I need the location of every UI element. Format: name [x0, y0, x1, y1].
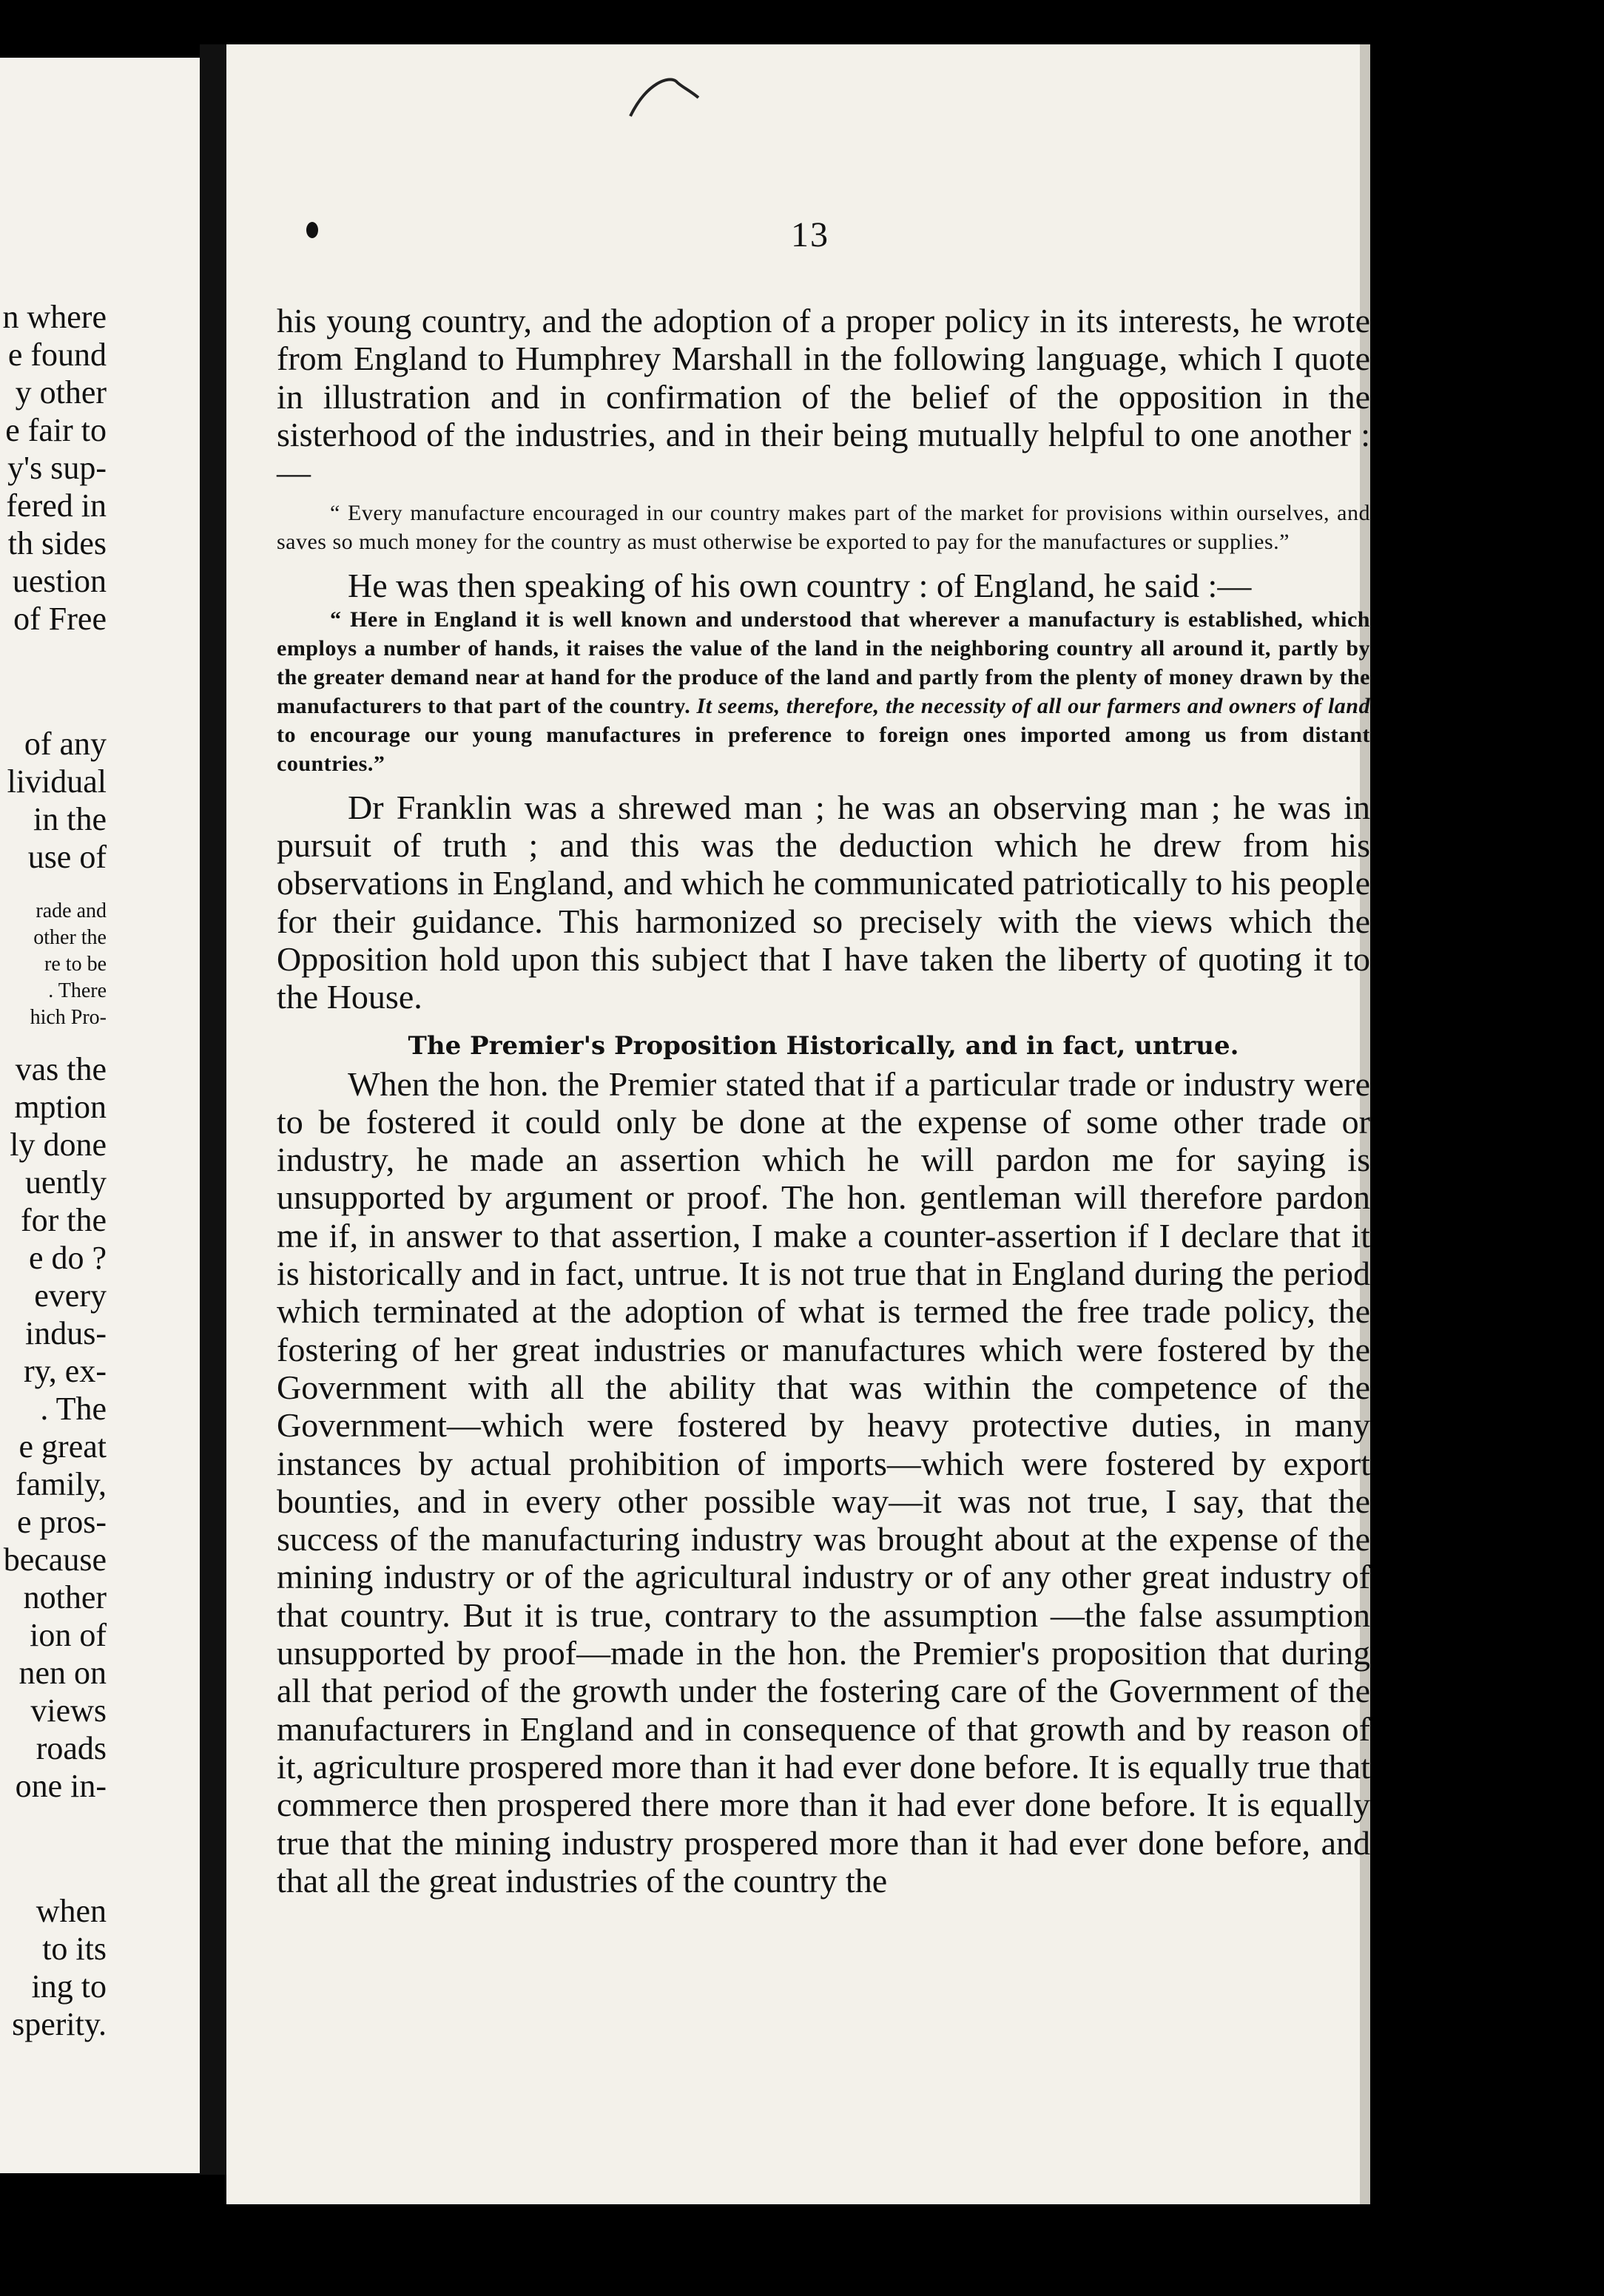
right-page — [226, 44, 1370, 2204]
left-page-line: e do ? — [28, 1240, 107, 1276]
left-page-line: nen on — [18, 1655, 107, 1691]
paragraph-4: When the hon. the Premier stated that if a particular trade or industry were to be fostered it could only be done at the expense of some other trade or industry, he made an assertion which he will pardon me for saying is unsupported by argument or proof. The hon. gentleman will therefore pardon me if, in answer to that assertion, I make a counter-assertion if I declare that it is historically and in fact, untrue. It is not true that in England during the period which terminated at the adoption of what is termed the free trade policy, the fostering of her great industries or manufactures which were fostered by the Government with all the ability that was within the competence of the Government—which were fostered by heavy protective duties, in many instances by actual prohibition of imports—which were fostered by export bounties, and in every other possible way—it was not true, I say, that the success of the manufacturing industry was brought about at the expense of the mining industry or of the agricultural industry or of any other great industry of that country. But it is true, contrary to the assumption —the false assumption unsupported by proof—made in the hon. the Premier's proposition that during all that period of the growth under the fostering care of the Government of the manufacturers in England and in consequence of that growth and by reason of it, agriculture prospered more than it had ever done before. It is equally true that commerce then prospered there more than it had ever done before. It is equally true that the mining industry prospered more than it had ever done before, and that all the great industries of the country the — [277, 1064, 1370, 1900]
left-page-line: roads — [36, 1730, 107, 1766]
left-page-line: . The — [40, 1391, 107, 1427]
left-page-line: e great — [18, 1428, 107, 1465]
left-page-line: one in- — [15, 1768, 107, 1804]
left-page-line: ry, ex- — [24, 1353, 107, 1389]
paragraph-3: Dr Franklin was a shrewed man ; he was an observing man ; he was in pursuit of truth ; and this was the deduction which he drew from his observations in England, and which he communicated patriotically to his people for their guidance. This harmonized so precisely with the views which the Opposition hold upon this subject that I have taken the liberty of quoting it to the House. — [277, 788, 1370, 1016]
left-page-fragment — [0, 58, 200, 2173]
left-page-line: when — [36, 1893, 107, 1929]
left-page-line: in the — [33, 801, 107, 837]
left-page-line: fered in — [6, 487, 107, 524]
book-gutter — [200, 44, 226, 2175]
left-page-line: hich Pro- — [30, 1006, 107, 1029]
left-page-line: every — [34, 1277, 107, 1314]
left-page-line: e found — [7, 337, 107, 373]
left-page-line: ing to — [31, 1968, 107, 2005]
left-page-line: use of — [27, 839, 107, 875]
quote-1: “ Every manufacture encouraged in our country makes part of the market for provisions within ourselves, and saves so much money for the country as must otherwise be exported to pay for the manufactures or supplies.” — [277, 501, 1370, 555]
left-page-line: . There — [48, 979, 107, 1002]
ink-spot — [306, 222, 318, 238]
left-page-line: ly done — [10, 1127, 107, 1163]
left-page-line: for the — [20, 1202, 107, 1238]
left-page-line: because — [3, 1542, 107, 1578]
quote-2-end: to encourage our young manufactures in preference to foreign ones imported among us from distant countries.” — [277, 722, 1370, 776]
left-page-line: other the — [33, 926, 107, 949]
left-page-line: n where — [2, 299, 107, 335]
paragraph-1: his young country, and the adoption of a proper policy in its interests, he wrote from England to Humphrey Marshall in the following language, which I quote in illustration and in confirmation of the belief of the opposition in the sisterhood of the industries, and in their being mutually helpful to one another :— — [277, 302, 1370, 492]
quote-2 — [277, 605, 1370, 778]
left-page-line: of Free — [13, 601, 107, 637]
body-text — [277, 302, 1370, 1900]
left-page-line: of any — [24, 726, 107, 762]
left-page-line: re to be — [44, 953, 107, 976]
left-page-line: lividual — [7, 763, 107, 800]
left-page-line: sperity. — [12, 2006, 107, 2042]
left-page-line: e fair to — [5, 412, 107, 448]
left-page-line: nother — [23, 1579, 107, 1615]
section-heading: The Premier's Proposition Historically, and in fact, untrue. — [408, 1030, 1239, 1061]
left-page-line: ion of — [30, 1617, 107, 1653]
left-column-text — [3, 298, 107, 2043]
paragraph-2: He was then speaking of his own country : of England, he said :— — [348, 567, 1252, 605]
left-page-line: uestion — [12, 563, 107, 599]
left-page-line: e pros- — [17, 1504, 107, 1540]
left-page-line: mption — [14, 1089, 107, 1125]
left-page-line: indus- — [25, 1315, 107, 1351]
left-page-line: views — [30, 1692, 107, 1729]
left-page-line: y's sup- — [7, 450, 107, 486]
left-page-line: y other — [15, 374, 107, 411]
left-page-line: family, — [16, 1466, 107, 1502]
left-page-line: uently — [25, 1164, 107, 1201]
left-page-line: rade and — [36, 899, 107, 922]
left-page-line: th sides — [7, 525, 107, 561]
page-number: 13 — [791, 215, 829, 254]
quote-2-start: “ Here in England it is well known and understood that wherever a manufactury is established, which employs a number of hands, it raises the value of the land in the neighboring country all around it, partly by the greater demand near at hand for the produce of the land and partly from the plenty of money drawn by the manufacturers to that part of the country. — [277, 607, 1370, 718]
pencil-mark — [624, 75, 706, 120]
quote-2-italic: It seems, therefore, the necessity of all our farmers and owners of land — [696, 693, 1370, 718]
left-page-line: to its — [42, 1931, 107, 1967]
left-page-line: vas the — [15, 1051, 107, 1087]
